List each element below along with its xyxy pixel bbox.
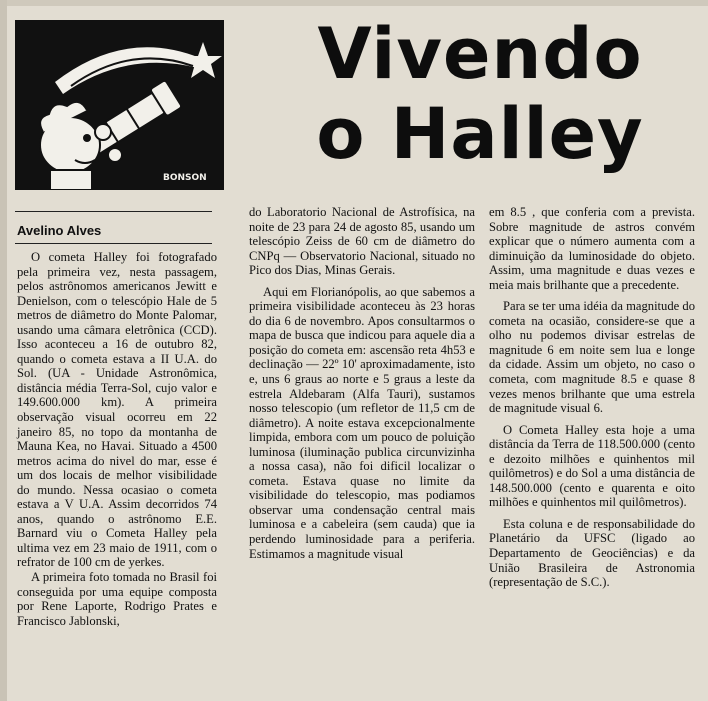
col3-paragraph-1: em 8.5 , que conferia com a prevista. Sobre magnitude de astros convém explicar que o número aumenta com a diminuição da luminosidade do objeto. Assim, uma magnitude e duas vezes e meia mais brilhante que a precedente. — [489, 205, 695, 292]
col2-paragraph-1: do Laboratorio Nacional de Astrofísica, na noite de 23 para 24 de agosto 85, usando um telescópio Zeiss de 60 cm de diâmetro do CNPq — Observatorio Nacional, situado no Pico dos Dias, Minas Gerais. — [249, 205, 475, 278]
author-byline: Avelino Alves — [17, 223, 102, 238]
rule-below-author — [15, 243, 212, 244]
article-headline — [270, 14, 690, 174]
rule-above-author — [15, 211, 212, 212]
col3-paragraph-2: Para se ter uma idéia da magnitude do cometa na ocasião, considere-se que a olho nu podemos divisar estrelas de magnitude 6 em noite sem lua e longe da cidade. Assim um objeto, no caso o cometa, com magnitude 8.5 e quase 8 vezes menos brilhante que uma estrela de magnitude visual 6. — [489, 299, 695, 416]
text-column-3 — [489, 205, 695, 590]
col3-paragraph-3: O Cometa Halley esta hoje a uma distância da Terra de 118.500.000 (cento e dezoito milhões e quinhentos mil quilômetros) e do Sol a uma distância de 148.500.000 (cento e quarenta e oito milhões e quinhentos mil quilômetros). — [489, 422, 695, 510]
headline-line-2: o Halley — [316, 93, 644, 175]
illustration-signature: BONSON — [163, 173, 207, 183]
headline-line-1: Vivendo — [317, 13, 643, 95]
col1-paragraph-2: A primeira foto tomada no Brasil foi conseguida por uma equipe composta por Rene Laporte, Rodrigo Prates e Francisco Jablonski, — [17, 570, 217, 628]
page-edge-left — [0, 0, 7, 701]
col2-paragraph-2: Aqui em Florianópolis, ao que sabemos a primeira visibilidade aconteceu às 23 horas do dia 6 de novembro. Apos consultarmos o mapa de busca que indicou para aquele dia a posição do cometa em: ascensão reta 4h53 e declinação — 22º 10' aproximadamente, isto e, uns 6 graus ao norte e 5 graus a leste da estrela Aldebaram (Alfa Tauri), sustamos nosso telescopio (um refletor de 11,5 cm de diâmetro). A noite estava excepcionalmente limpida, embora com um pouco de poluição luminosa (iluminação publica circunvizinha a nossa casa), não foi dificil localizar o cometa. Estava quase no limite da visibilidade do telescopio, mas podiamos observar uma condensação central mais luminosa e a cabeleira (sem cauda) que ia perdendo luminosidade para a periferia. Estimamos a magnitude visual — [249, 284, 475, 561]
page-edge-top — [0, 0, 708, 6]
text-column-1 — [17, 250, 217, 628]
col1-paragraph-1: O cometa Halley foi fotografado pela primeira vez, nesta passagem, pelos astrônomos americanos Jewitt e Denielson, com o telescópio Hale de 5 metros de diâmetro do Monte Palomar, usando uma câmara eletrônica (CCD). Isso aconteceu a 16 de outubro 82, quando o cometa estava a II U.A. do Sol. (UA - Unidade Astronômica, distância média Terra-Sol, cujo valor e 149.600.000 km). A primeira observação visual ocorreu em 22 janeiro 85, no topo da montanha de Mauna Kea, no Havai. Situado a 4500 metros acima do nivel do mar, esse é um dos locais de melhor visibilidade do mundo. Nessa ocasiao o cometa estava a V U.A. Assim decorridos 74 anos, quando o astrônomo E.E. Barnard viu o Cometa Halley pela ultima vez em 23 maio de 1911, com o refrator de 100 cm de yerkes. — [17, 250, 217, 570]
col3-paragraph-4: Esta coluna e de responsabilidade do Planetário da UFSC (ligado ao Departamento de Geociências) e da União Brasileira de Astronomia (representação de S.C.). — [489, 516, 695, 590]
astronomer-telescope-illustration — [15, 20, 224, 190]
illustration-svg — [15, 20, 224, 190]
text-column-2 — [249, 205, 475, 561]
